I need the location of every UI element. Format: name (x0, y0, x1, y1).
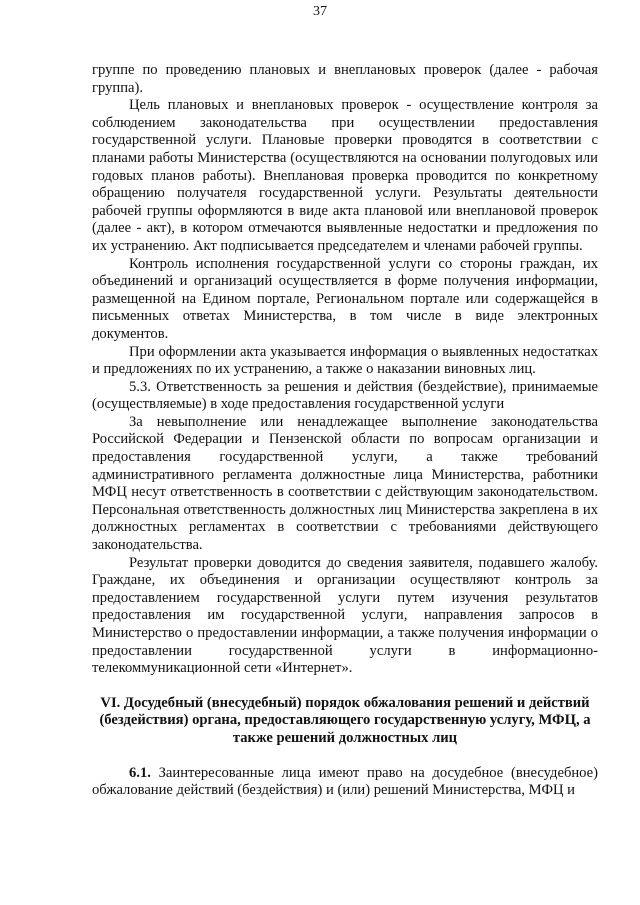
paragraph-responsibility: За невыполнение или ненадлежащее выполнение законодательства Российской Федерации и Пензенской области по вопросам организации и предоставления государственной услуги, а также требований административного регламента должностные лица Министерства, работники МФЦ несут ответственность в соответствии с действующим законодательством. Персональная ответственность должностных лиц Министерства закреплена в их должностных регламентах в соответствии с требованиями действующего законодательства. (92, 413, 598, 554)
spacer (92, 678, 598, 695)
paragraph-6-1 (92, 765, 598, 800)
page-number: 37 (313, 4, 327, 19)
paragraph-continuation: группе по проведению плановых и внеплановых проверок (далее - рабочая группа). (92, 62, 598, 96)
paragraph-inspection-result: Результат проверки доводится до сведения заявителя, подавшего жалобу. Граждане, их объединения и организации осуществляют контроль за предоставлением государственной услуги путем изучения результатов предоставления им государственной услуги, направления запросов в Министерство о предоставлении информации, а также получения информации о предоставлении государственной услуги в информационно-телекоммуникационной сети «Интернет». (92, 554, 598, 677)
document-body (92, 62, 598, 800)
subsection-5-3-title: 5.3. Ответственность за решения и действия (бездействие), принимаемые (осуществляемые) в ходе предоставления государственной услуги (92, 378, 598, 413)
clause-number: 6.1. (129, 764, 151, 781)
paragraph-act-contents: При оформлении акта указывается информация о выявленных недостатках и предложениях по их устранению, а также о наказании виновных лиц. (92, 343, 598, 378)
spacer (92, 748, 598, 765)
paragraph-citizen-control: Контроль исполнения государственной услуги со стороны граждан, их объединений и организаций осуществляется в форме получения информации, размещенной на Едином портале, Региональном портале или содержащейся в письменных ответах Министерства, в том числе в виде электронных документов. (92, 255, 598, 342)
paragraph-purpose-of-inspections: Цель плановых и внеплановых проверок - осуществление контроля за соблюдением законодательства при осуществлении предоставления государственной услуги. Плановые проверки проводятся в соответствии с планами работы Министерства (осуществляются на основании полугодовых или годовых планов работы). Внеплановая проверка проводится по конкретному обращению получателя государственной услуги. Результаты деятельности рабочей группы оформляются в виде акта плановой или внеплановой проверок (далее - акт), в котором отмечаются выявленные недостатки и предложения по их устранению. Акт подписывается председателем и членами рабочей группы. (92, 97, 598, 254)
section-vi-heading: VI. Досудебный (внесудебный) порядок обжалования решений и действий (бездействия) органа, предоставляющего государственную услугу, МФЦ, а также решений должностных лиц (99, 694, 591, 746)
clause-text: Заинтересованные лица имеют право на досудебное (внесудебное) обжалование действий (бездействия) и (или) решений Министерства, МФЦ и (92, 764, 598, 799)
